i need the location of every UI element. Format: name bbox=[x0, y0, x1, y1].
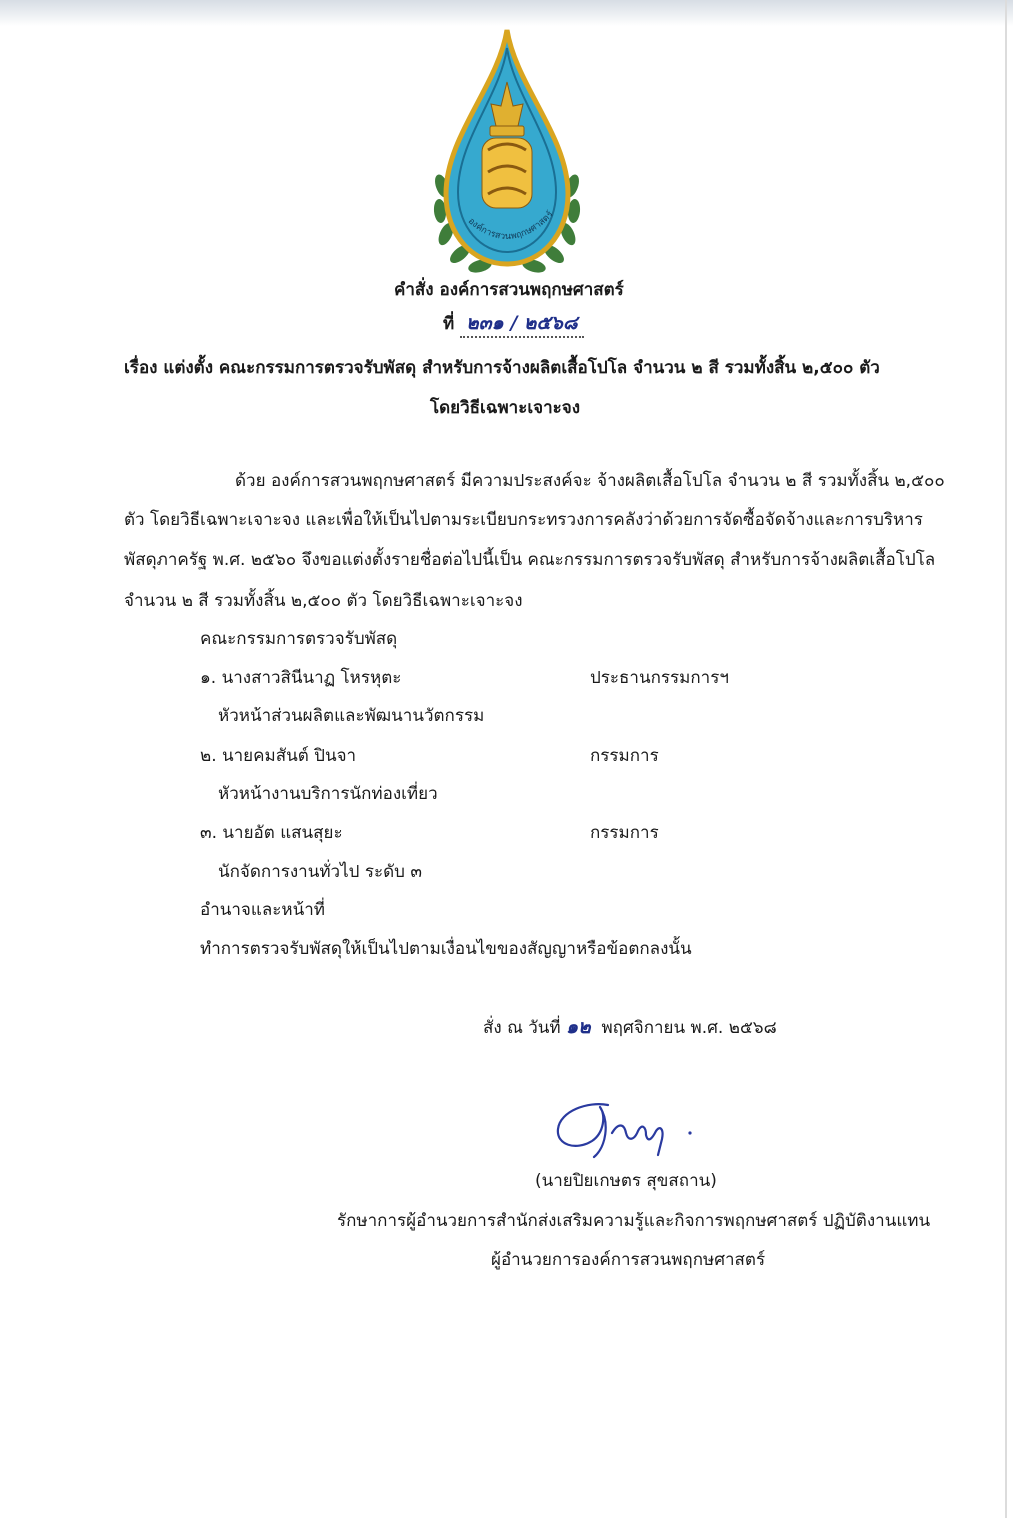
order-number: ๒๓๑ / ๒๕๖๘ bbox=[460, 312, 583, 338]
member-name: ๑. นางสาวสินีนาฏ โหรหุตะ bbox=[200, 668, 402, 688]
member-role: ประธานกรรมการฯ bbox=[590, 668, 729, 688]
organization-logo bbox=[428, 26, 586, 276]
duties-heading: อำนาจและหน้าที่ bbox=[200, 900, 325, 920]
logo-text: องค์การสวนพฤกษศาสตร์ bbox=[465, 209, 556, 243]
paragraph-line: จำนวน ๒ สี รวมทั้งสิ้น ๒,๕๐๐ ตัว โดยวิธีเฉพาะเจาะจง bbox=[124, 591, 523, 611]
member-role: กรรมการ bbox=[590, 746, 659, 766]
paragraph-line: ตัว โดยวิธีเฉพาะเจาะจง และเพื่อให้เป็นไปตามระเบียบกระทรวงการคลังว่าด้วยการจัดซื้อจัดจ้างและการบริหาร bbox=[124, 510, 923, 530]
member-name: ๒. นายคมสันต์ ปินจา bbox=[200, 746, 357, 766]
order-number-row bbox=[443, 312, 584, 335]
signer-name: (นายปิยเกษตร สุขสถาน) bbox=[535, 1171, 717, 1191]
subject-line-1: เรื่อง แต่งตั้ง คณะกรรมการตรวจรับพัสดุ สำหรับการจ้างผลิตเสื้อโปโล จำนวน ๒ สี รวมทั้งสิ้น ๒,๕๐๐ ตัว bbox=[124, 358, 880, 378]
scan-top-band bbox=[0, 0, 1013, 26]
member-position: หัวหน้างานบริการนักท่องเที่ยว bbox=[218, 784, 438, 804]
signer-title-2: ผู้อำนวยการองค์การสวนพฤกษศาสตร์ bbox=[491, 1250, 766, 1270]
subject-line-2: โดยวิธีเฉพาะเจาะจง bbox=[430, 398, 581, 418]
order-number-label: ที่ bbox=[443, 314, 455, 334]
member-position: หัวหน้าส่วนผลิตและพัฒนานวัตกรรม bbox=[218, 706, 485, 726]
committee-heading: คณะกรรมการตรวจรับพัสดุ bbox=[200, 629, 398, 649]
date-prefix: สั่ง ณ วันที่ bbox=[483, 1018, 561, 1038]
order-title: คำสั่ง องค์การสวนพฤกษศาสตร์ bbox=[394, 280, 624, 300]
duties-text: ทำการตรวจรับพัสดุให้เป็นไปตามเงื่อนไขของสัญญาหรือข้อตกลงนั้น bbox=[200, 939, 692, 959]
paragraph-line: ด้วย องค์การสวนพฤกษศาสตร์ มีความประสงค์จะ จ้างผลิตเสื้อโปโล จำนวน ๒ สี รวมทั้งสิ้น ๒,๕๐๐ bbox=[235, 471, 945, 491]
handwritten-signature bbox=[548, 1093, 698, 1163]
date-day: ๑๒ bbox=[566, 1016, 591, 1038]
order-date bbox=[483, 1016, 777, 1039]
member-role: กรรมการ bbox=[590, 823, 659, 843]
member-position: นักจัดการงานทั่วไป ระดับ ๓ bbox=[218, 862, 422, 882]
date-month-year: พฤศจิกายน พ.ศ. ๒๕๖๘ bbox=[601, 1018, 777, 1038]
scan-right-edge bbox=[1005, 0, 1007, 1518]
paragraph-line: พัสดุภาครัฐ พ.ศ. ๒๕๖๐ จึงขอแต่งตั้งรายชื่อต่อไปนี้เป็น คณะกรรมการตรวจรับพัสดุ สำหรับการจ้างผลิตเสื้อโปโล bbox=[124, 550, 936, 570]
signer-title-1: รักษาการผู้อำนวยการสำนักส่งเสริมความรู้และกิจการพฤกษศาสตร์ ปฏิบัติงานแทน bbox=[337, 1211, 931, 1231]
member-name: ๓. นายอัต แสนสุยะ bbox=[200, 823, 343, 843]
